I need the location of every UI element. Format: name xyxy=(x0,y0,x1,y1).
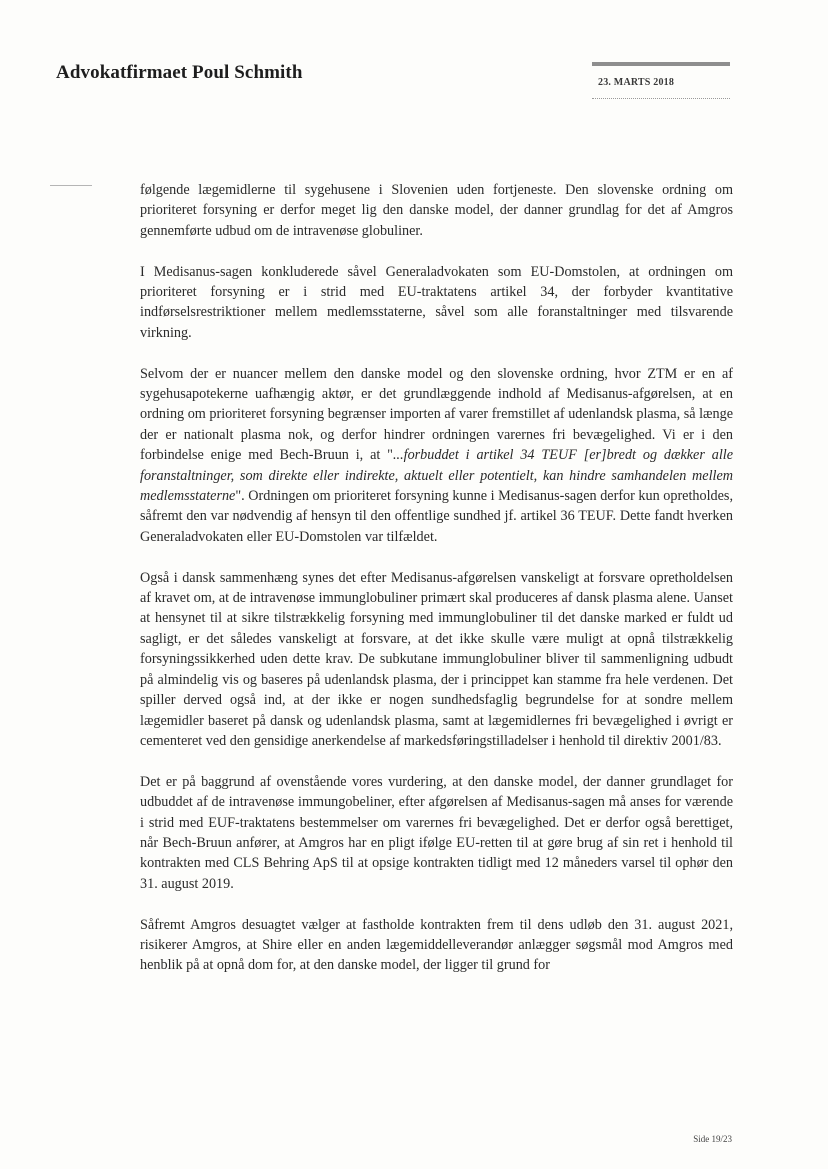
paragraph-text: ". Ordningen om prioriteret forsyning kunne i Medisanus-sagen derfor kun opretholdes, såfremt den var nødvendig af hensyn til den offentlige sundhed jf. artikel 36 TEUF. Dette fandt hverken Generaladvokaten eller EU-Domstolen var tilfældet. xyxy=(140,488,733,545)
paragraph xyxy=(140,568,733,752)
paragraph xyxy=(140,915,733,976)
document-date: 23. MARTS 2018 xyxy=(598,77,675,88)
margin-rule xyxy=(50,185,92,186)
quoted-text: ...forbuddet i artikel 34 TEUF [er]bredt og dækker alle foranstaltninger, som direkte eller indirekte, aktuelt eller potentielt, kan hindre samhandelen mellem medlemsstaterne xyxy=(140,447,733,505)
page-number: Side 19/23 xyxy=(693,1134,732,1144)
paragraph xyxy=(140,262,733,344)
paragraph-text: Også i dansk sammenhæng synes det efter Medisanus-afgørelsen vanskeligt at forsvare opretholdelsen af kravet om, at de intravenøse immunglobuliner primært skal produceres af dansk plasma alene. Uanset at hensynet til at sikre tilstrækkelig forsyning med immunglobuliner til det danske marked er fuldt ud sagligt, er det således vanskeligt at forsvare, at det ikke skulle være muligt at opnå tilstrækkelig forsyningssikkerhed uden dette krav. De subkutane immunglobuliner bliver til sammenligning udbudt på almindelig vis og baseres på udenlandsk plasma, der i princippet kan stamme fra hele verdenen. Det spiller derved også ind, at der ikke er nogen sundhedsfaglig begrundelse for at sondre mellem lægemidler baseret på dansk og udenlandsk plasma, samt at lægemidlernes fri bevægelighed i øvrigt er cementeret ved den gensidige anerkendelse af markedsføringstilladelser i henhold til direktiv 2001/83. xyxy=(140,569,733,749)
paragraph-text: følgende lægemidlerne til sygehusene i Slovenien uden fortjeneste. Den slovenske ordning om prioriteret forsyning er derfor meget lig den danske model, der danner grundlag for det af Amgros gennemførte udbud om de intravenøse globuliner. xyxy=(140,182,733,239)
body-text xyxy=(140,180,733,996)
date-bar xyxy=(592,62,730,66)
paragraph-text: Selvom der er nuancer mellem den danske model og den slovenske ordning, hvor ZTM er en af sygehusapotekerne uafhængig aktør, er det grundlæggende indhold af Medisanus-afgørelsen, at en ordning om prioriteret forsyning begrænser importen af varer fremstillet af udenlandsk plasma, så længe der er nationalt plasma nok, og derfor hindrer ordningen varernes fri bevægelighed. Vi er i den forbindelse enige med Bech-Bruun i, at " xyxy=(140,365,733,464)
paragraph xyxy=(140,772,733,894)
paragraph-text: Såfremt Amgros desuagtet vælger at fastholde kontrakten frem til dens udløb den 31. august 2021, risikerer Amgros, at Shire eller en anden lægemiddelleverandør anlægger søgsmål mod Amgros med henblik på at opnå dom for, at den danske model, der ligger til grund for xyxy=(140,916,733,974)
paragraph xyxy=(140,180,733,241)
paragraph xyxy=(140,364,733,548)
firm-name: Advokatfirmaet Poul Schmith xyxy=(56,62,303,83)
header-rule xyxy=(592,98,730,99)
paragraph-text: I Medisanus-sagen konkluderede såvel Generaladvokaten som EU-Domstolen, at ordningen om prioriteret forsyning er i strid med EU-traktatens artikel 34, der forbyder kvantitative indførselsrestriktioner mellem medlemsstaterne, såvel som alle foranstaltninger med tilsvarende virkning. xyxy=(140,263,733,341)
paragraph-text: Det er på baggrund af ovenstående vores vurdering, at den danske model, der danner grundlaget for udbuddet af de intravenøse immungobeliner, efter afgørelsen af Medisanus-sagen må anses for værende i strid med EUF-traktatens bestemmelser om varernes fri bevægelighed. Det er derfor også berettiget, når Bech-Bruun anfører, at Amgros har en pligt ifølge EU-retten til at gøre brug af sin ret i henhold til kontrakten med CLS Behring ApS til at opsige kontrakten tidligt med 12 måneders varsel til ophør den 31. august 2019. xyxy=(140,773,733,892)
